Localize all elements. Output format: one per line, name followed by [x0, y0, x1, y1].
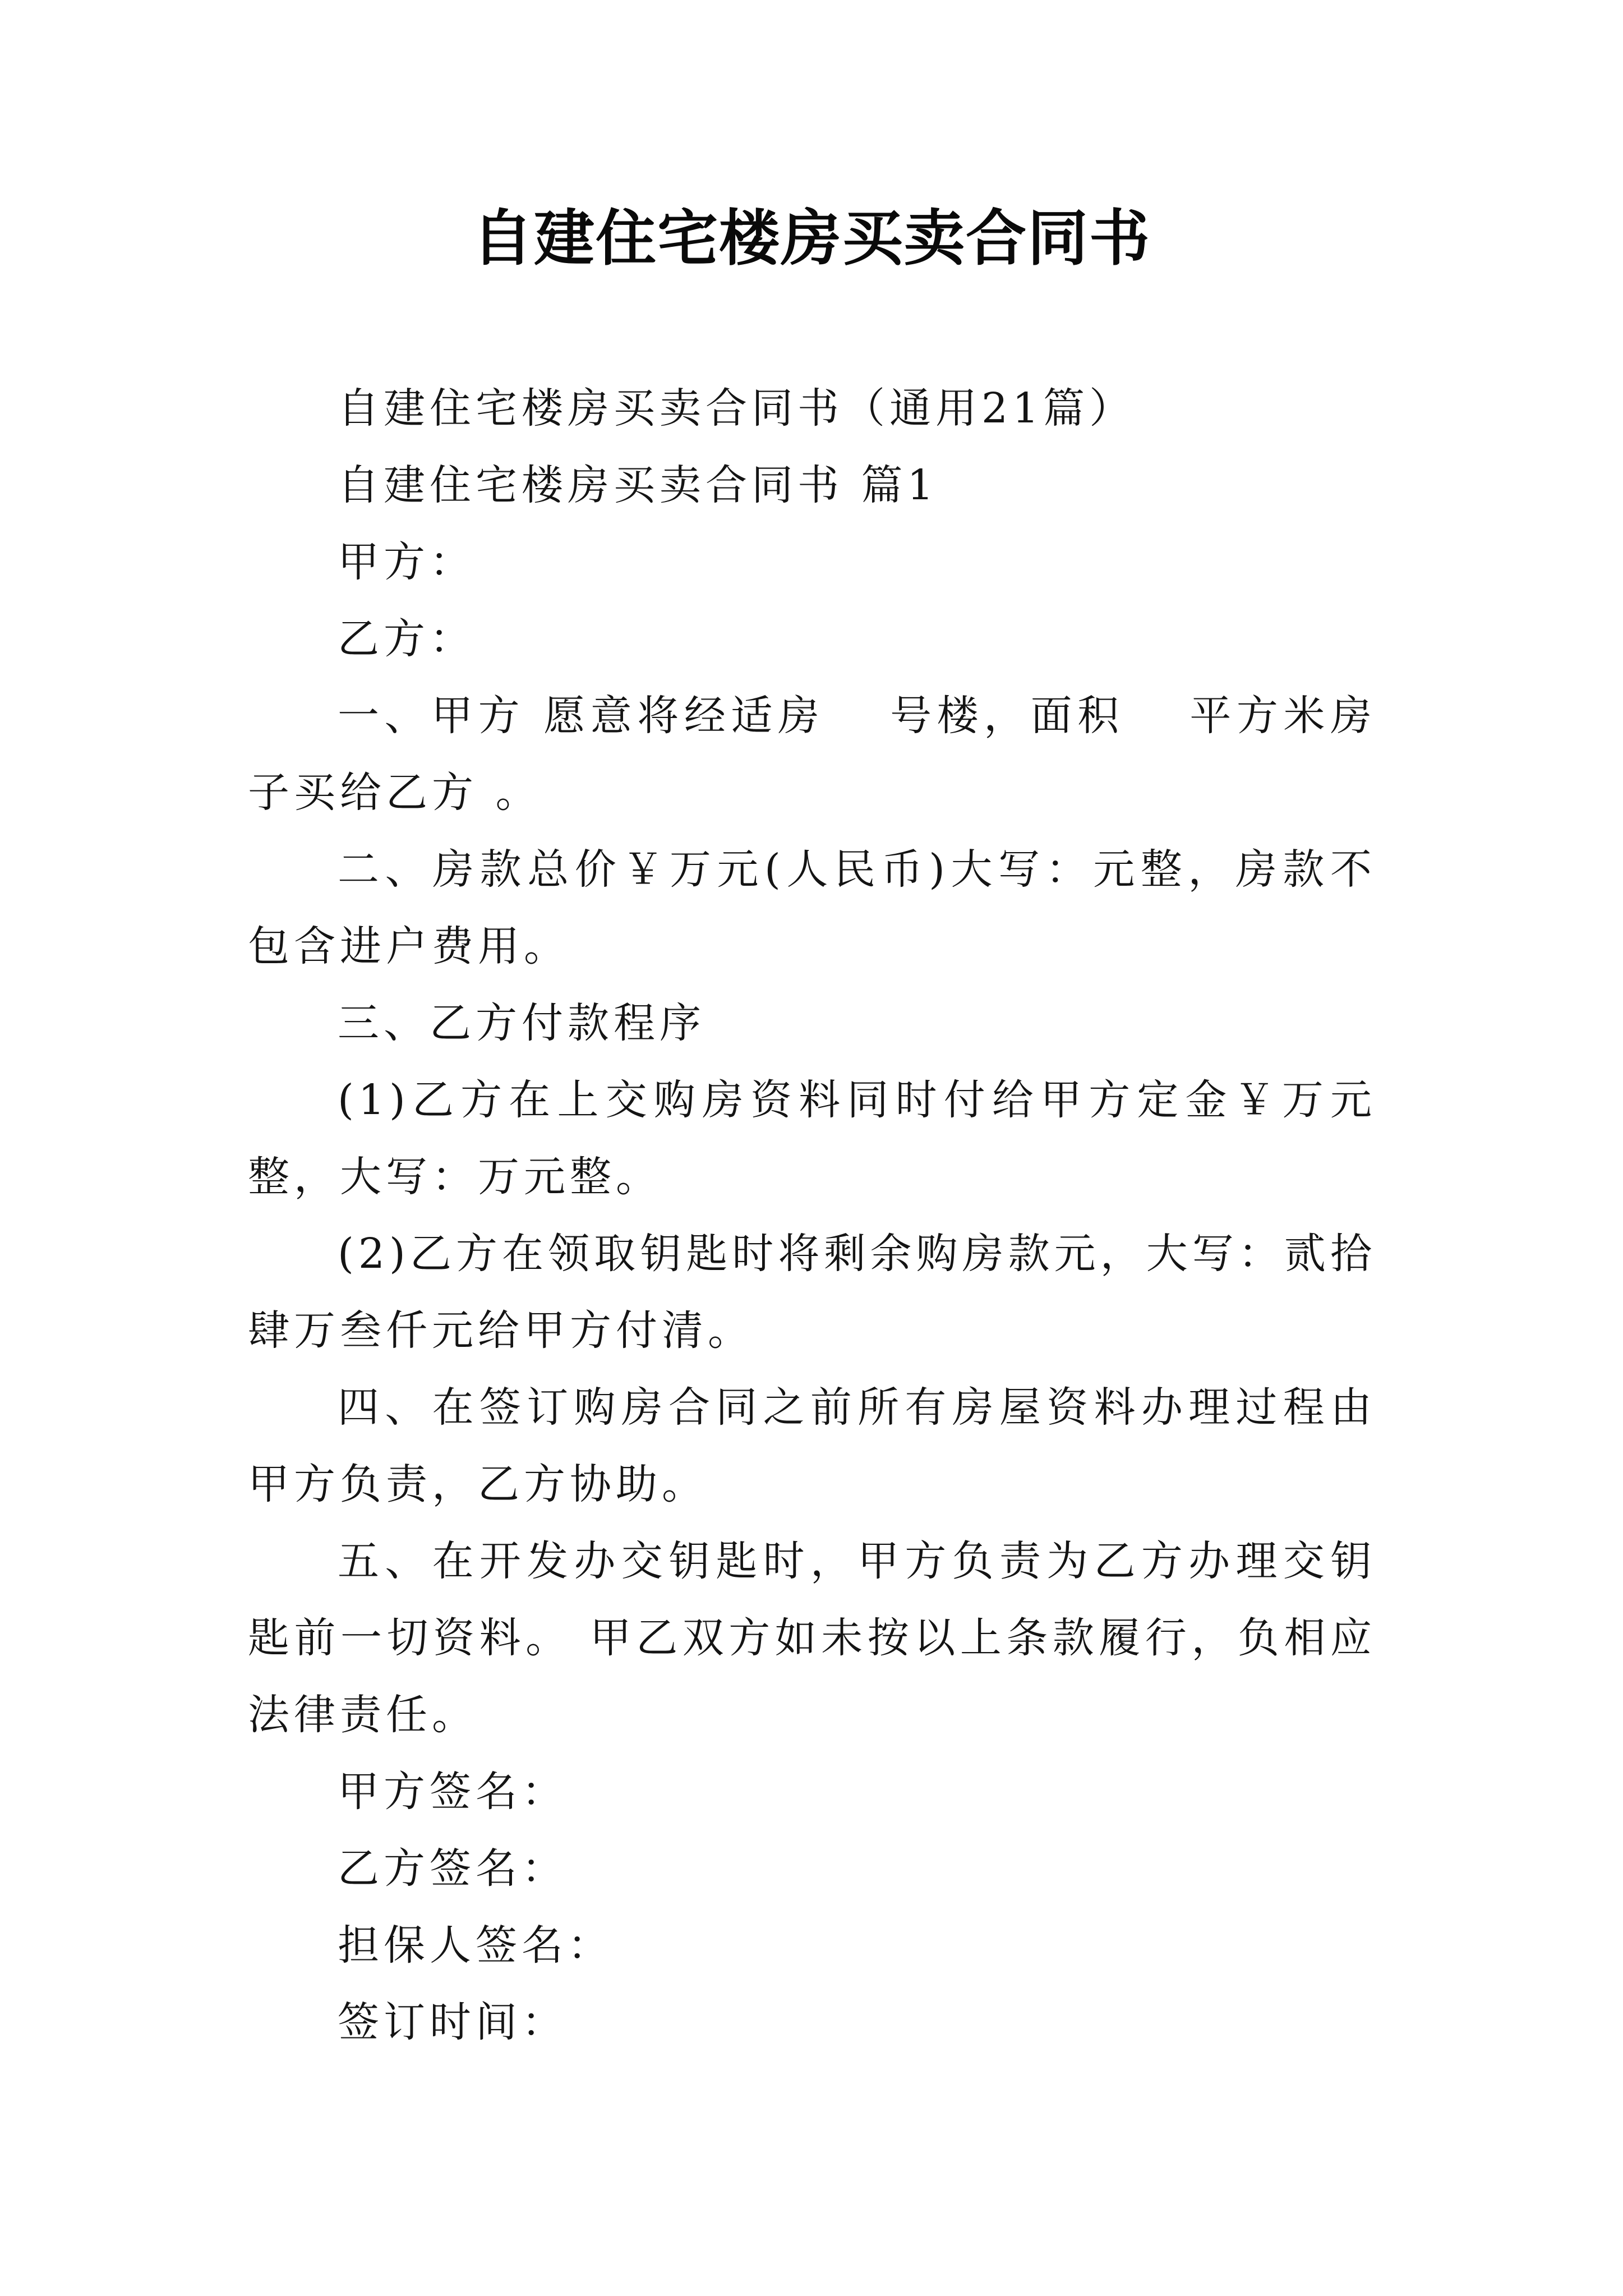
signing-date-line: 签订时间： [338, 1998, 568, 2046]
clause-3-item-2: (2)乙方在领取钥匙时将剩余购房款元，大写：贰拾肆万叁仟元给甲方付清。 [248, 1230, 1376, 1355]
clause-3-item-1: (1)乙方在上交购房资料同时付给甲方定金￥万元整，大写：万元整。 [248, 1076, 1376, 1201]
clause-3: 三、乙方付款程序 [338, 999, 706, 1047]
party-a-line: 甲方： [338, 538, 476, 586]
section-heading: 自建住宅楼房买卖合同书 篇1 [338, 461, 938, 509]
party-b-signature-line: 乙方签名： [338, 1844, 568, 1893]
guarantor-signature-line: 担保人签名： [338, 1921, 614, 1970]
clause-2: 二、房款总价￥万元(人民币)大写：元整，房款不包含进户费用。 [248, 845, 1376, 970]
party-b-line: 乙方： [338, 615, 476, 663]
document-body [248, 370, 1376, 2061]
clause-1: 一、甲方 愿意将经适房 号楼，面积 平方米房子买给乙方 。 [248, 692, 1376, 817]
clause-5: 五、在开发办交钥匙时，甲方负责为乙方办理交钥匙前一切资料。 甲乙双方如未按以上条款履行，负相应法律责任。 [248, 1537, 1376, 1739]
clause-4: 四、在签订购房合同之前所有房屋资料办理过程由甲方负责，乙方协助。 [248, 1383, 1376, 1508]
document-title: 自建住宅楼房买卖合同书 [472, 203, 1151, 274]
subtitle-paragraph: 自建住宅楼房买卖合同书（通用21篇） [338, 384, 1136, 432]
party-a-signature-line: 甲方签名： [338, 1768, 568, 1816]
